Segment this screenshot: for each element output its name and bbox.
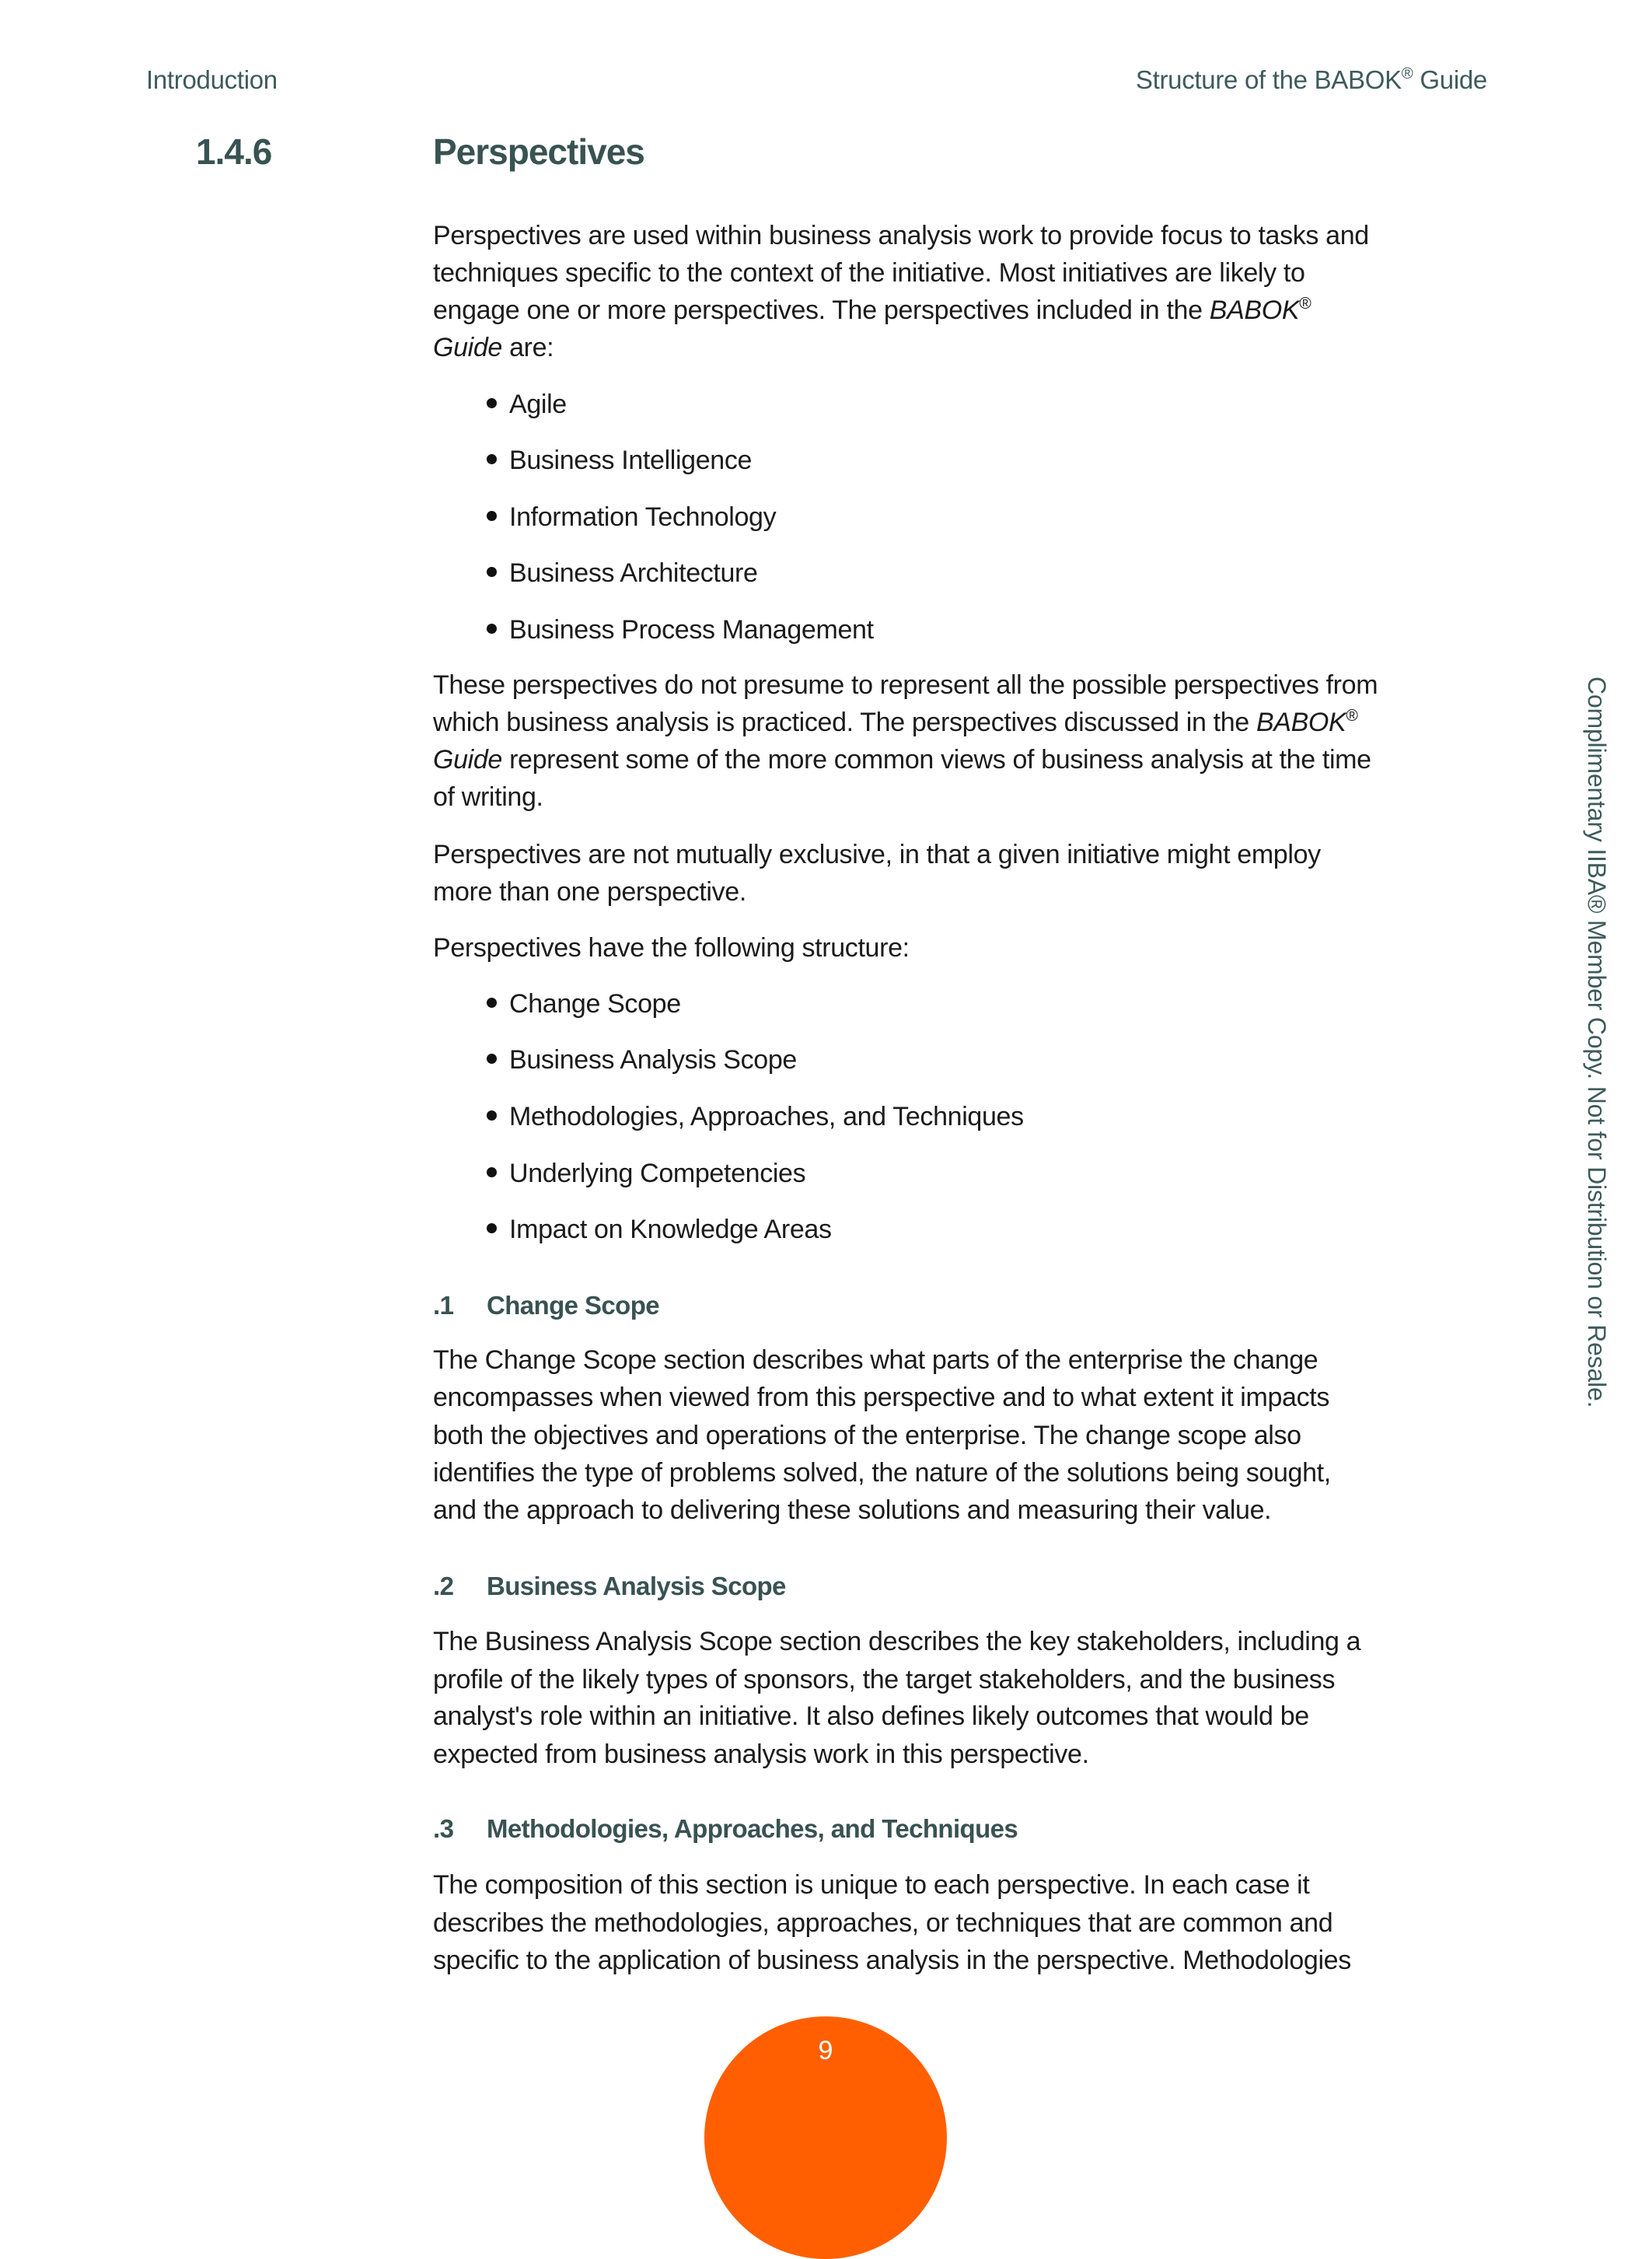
paragraph-line [433,1701,1309,1732]
paragraph-line [433,876,746,907]
registered-mark: ® [1401,65,1413,83]
bullet-list-item [487,1101,1024,1132]
paragraph-line [433,1420,1301,1451]
text-run: The composition of this section is unique to each perspective. In each case it [433,1870,1310,1900]
paragraph-line [433,1345,1318,1376]
bullet-text: Agile [509,390,567,419]
text-run: The Business Analysis Scope section describes the key stakeholders, including a [433,1627,1361,1656]
paragraph-line [433,1869,1309,1901]
bullet-icon [487,454,497,464]
italic-title-text: BABOK [1256,708,1346,737]
paragraph-line [433,1908,1332,1939]
bullet-text: Information Technology [509,502,777,532]
bullet-icon [487,567,497,577]
bullet-icon [487,1223,497,1233]
text-run: Perspectives have the following structure: [433,933,910,963]
paragraph-line [433,839,1321,870]
bullet-text: Business Analysis Scope [509,1045,797,1075]
italic-title-text: Guide [433,745,502,775]
text-run: are: [501,333,554,362]
text-run: more than one perspective. [433,877,746,907]
text-run: profile of the likely types of sponsors, the target stakeholders, and the business [433,1665,1336,1694]
section-title: Perspectives [433,131,644,172]
text-run: both the objectives and operations of the enterprise. The change scope also [433,1421,1301,1450]
subsection-number: .3 [433,1814,454,1843]
subsection-title: Change Scope [487,1291,660,1320]
bullet-list-item [487,1214,832,1245]
running-head-section-end: Guide [1413,65,1487,94]
text-run: represent some of the more common views of business analysis at the time [501,745,1371,775]
bullet-list-item [487,614,874,645]
text-run: which business analysis is practiced. The perspectives discussed in the [433,708,1256,737]
paragraph-line [433,1495,1271,1526]
bullet-text: Impact on Knowledge Areas [509,1215,832,1244]
bullet-icon [487,624,497,634]
running-head-chapter: Introduction [146,65,278,94]
text-run: expected from business analysis work in this perspective. [433,1740,1089,1769]
italic-title-text: BABOK [1209,295,1300,325]
paragraph-line [433,1626,1360,1657]
bullet-list-item [487,502,776,533]
text-run: describes the methodologies, approaches, or techniques that are common and [433,1908,1333,1938]
bullet-icon [487,1110,497,1121]
section-number: 1.4.6 [196,131,272,172]
bullet-list-item [487,1044,797,1075]
bullet-list-item [487,445,752,476]
watermark-text: Complimentary IIBA® Member Copy. Not for Distribution or Resale. [1583,677,1611,1408]
bullet-icon [487,398,497,408]
text-run: These perspectives do not presume to represent all the possible perspectives from [433,670,1378,700]
subsection-title: Business Analysis Scope [487,1572,786,1600]
text-run: specific to the application of business analysis in the perspective. Methodologies [433,1946,1351,1975]
bullet-icon [487,511,497,521]
paragraph-line [433,744,1371,775]
text-run: techniques specific to the context of the initiative. Most initiatives are likely to [433,258,1305,288]
bullet-text: Business Process Management [509,615,874,645]
paragraph-line [433,332,554,363]
bullet-text: Methodologies, Approaches, and Techniques [509,1102,1024,1131]
bullet-list-item [487,389,567,420]
paragraph-line [433,1382,1329,1413]
paragraph-line [433,1457,1331,1488]
text-run: Perspectives are not mutually exclusive, in that a given initiative might employ [433,840,1321,869]
page-number: 9 [818,2036,833,2065]
bullet-text: Underlying Competencies [509,1159,806,1188]
text-run: of writing. [433,782,543,812]
running-head-section-text: Structure of the BABOK [1135,65,1402,94]
subsection-number: .1 [433,1291,454,1320]
bullet-text: Business Architecture [509,558,758,588]
subsection-number: .2 [433,1572,454,1600]
bullet-list-item [487,558,758,589]
registered-mark: ® [1346,706,1358,725]
bullet-list-item [487,1158,805,1189]
text-run: analyst's role within an initiative. It also defines likely outcomes that would be [433,1701,1309,1731]
bullet-icon [487,1167,497,1177]
text-run: The Change Scope section describes what parts of the enterprise the change [433,1345,1318,1375]
text-run: identifies the type of problems solved, the nature of the solutions being sought, [433,1458,1331,1488]
registered-mark: ® [1299,294,1311,313]
bullet-text: Business Intelligence [509,446,753,475]
paragraph-line [433,257,1305,288]
paragraph-line [433,1739,1089,1770]
text-run: encompasses when viewed from this perspective and to what extent it impacts [433,1383,1329,1412]
running-head-section [1136,65,1487,95]
bullet-icon [487,998,497,1008]
paragraph-line [433,782,543,813]
paragraph-line [433,295,1311,330]
paragraph-line [433,932,910,963]
paragraph-line [433,670,1378,701]
bullet-icon [487,1054,497,1064]
subsection-title: Methodologies, Approaches, and Techniques [487,1814,1018,1843]
bullet-list-item [487,988,681,1019]
paragraph-line [433,1945,1351,1976]
paragraph-line [433,220,1369,251]
italic-title-text: Guide [433,333,502,362]
text-run: and the approach to delivering these solutions and measuring their value. [433,1495,1272,1525]
text-run: Perspectives are used within business analysis work to provide focus to tasks and [433,221,1369,250]
paragraph-line [433,707,1358,742]
paragraph-line [433,1664,1335,1695]
text-run: engage one or more perspectives. The perspectives included in the [433,295,1210,325]
bullet-text: Change Scope [509,989,681,1019]
